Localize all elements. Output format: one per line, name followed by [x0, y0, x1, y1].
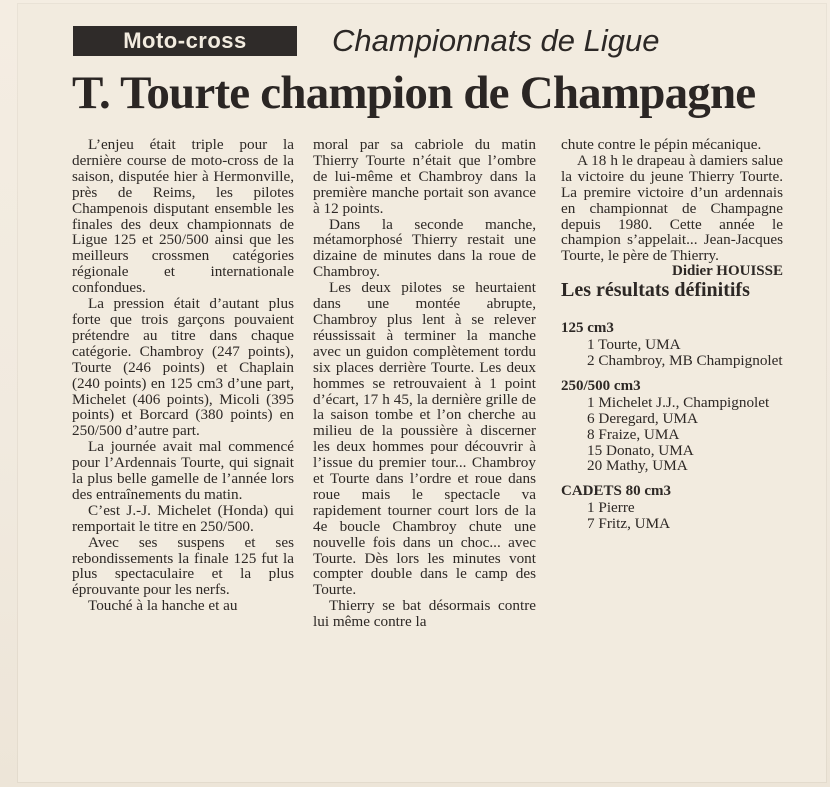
results-title: Les résultats définitifs	[561, 279, 750, 302]
paragraph: La journée avait mal commencé pour l’Ardennais Tourte, qui signait la plus belle gamelle de l’année lors des entraînements du matin.	[72, 438, 294, 503]
results-class-cadets	[561, 484, 783, 532]
result-row: 1 Tourte, UMA	[587, 336, 681, 354]
section-rubric	[73, 26, 297, 56]
result-row: 7 Fritz, UMA	[587, 515, 671, 533]
article-column-1	[72, 137, 294, 614]
result-row: 6 Deregard, UMA	[587, 409, 698, 427]
paragraph: La pression était d’autant plus forte que trois garçons pouvaient prétendre au titre dans chaque catégorie. Chambroy (247 points), Tourte (246 points) et Chaplain (240 points) en 125 cm3 d’une part, Michelet (406 points), Micoli (395 points) et Borcard (380 points) en 250/500 d’autre part.	[72, 295, 294, 440]
kicker: Championnats de Ligue	[332, 23, 660, 58]
paragraph: Dans la seconde manche, métamorphosé Thierry restait une dizaine de minutes dans la roue de Chambroy.	[313, 215, 536, 281]
results-class-title: CADETS 80 cm3	[561, 483, 672, 500]
paragraph: A 18 h le drapeau à damiers salue la victoire du jeune Thierry Tourte. La premire victoire d’un ardennais en championnat de Champagne depuis 1980. Cette année le champion s’appelait... Jean-Jacques Tourte, le père de Thierry.	[561, 151, 783, 265]
results-class-125	[561, 321, 783, 369]
results-class-250-500	[561, 379, 783, 474]
result-row: 1 Pierre	[587, 499, 635, 517]
section-rubric-label: Moto-cross	[123, 28, 247, 53]
headline: T. Tourte champion de Champagne	[72, 67, 756, 119]
result-row: 15 Donato, UMA	[587, 441, 694, 459]
paragraph: Avec ses suspens et ses rebondissements la finale 125 fut la plus spectaculaire et la plus éprouvante pour les nerfs.	[72, 533, 294, 599]
paragraph: C’est J.-J. Michelet (Honda) qui remportait le titre en 250/500.	[72, 501, 294, 535]
paragraph: Touché à la hanche et au	[88, 597, 238, 615]
results-class-title: 125 cm3	[561, 320, 614, 337]
result-row: 8 Fraize, UMA	[587, 425, 680, 443]
paragraph: L’enjeu était triple pour la dernière course de moto-cross de la saison, disputée hier à Hermonville, près de Reims, les pilotes Champenois disputant ensemble les finales des deux championnats de Ligue 125 et 250/500 ainsi que les meilleurs crossmen catégories régionale et internationale confondues.	[72, 136, 294, 297]
paragraph: chute contre le pépin mécanique.	[561, 136, 762, 153]
article-column-3	[561, 137, 783, 532]
paragraph: Les deux pilotes se heurtaient dans une montée abrupte, Chambroy plus lent à se relever réussissait à terminer la manche avec un guidon complètement tordu six places derrière Tourte. Les deux hommes se retrouvaient à 1 point d’écart, 17 h 45, la dernière grille de la saison tombe et l’on cherche au milieu de la poussière à discerner les deux hommes pour découvrir à l’issue du premier tour... Chambroy et Tourte dans l’ordre et roue dans roue mais le spectacle va rapidement tourner court lors de la 4e boucle Chambroy chute une nouvelle fois dans un choc... avec Tourte. Dès lors les minutes vont compter double dans le camp des Tourte.	[313, 279, 536, 599]
article-column-2	[313, 137, 536, 630]
result-row: 1 Michelet J.J., Champignolet	[587, 393, 770, 411]
paragraph: moral par sa cabriole du matin Thierry Tourte n’était que l’ombre de lui-même et Chambroy dans la première manche portait son avance à 12 points.	[313, 136, 536, 217]
result-row: 20 Mathy, UMA	[587, 457, 688, 475]
results-class-title: 250/500 cm3	[561, 377, 641, 394]
result-row: 2 Chambroy, MB Champignolet	[587, 351, 783, 369]
byline: Didier HOUISSE	[672, 263, 783, 280]
paragraph: Thierry se bat désormais contre lui même contre la	[313, 597, 536, 631]
